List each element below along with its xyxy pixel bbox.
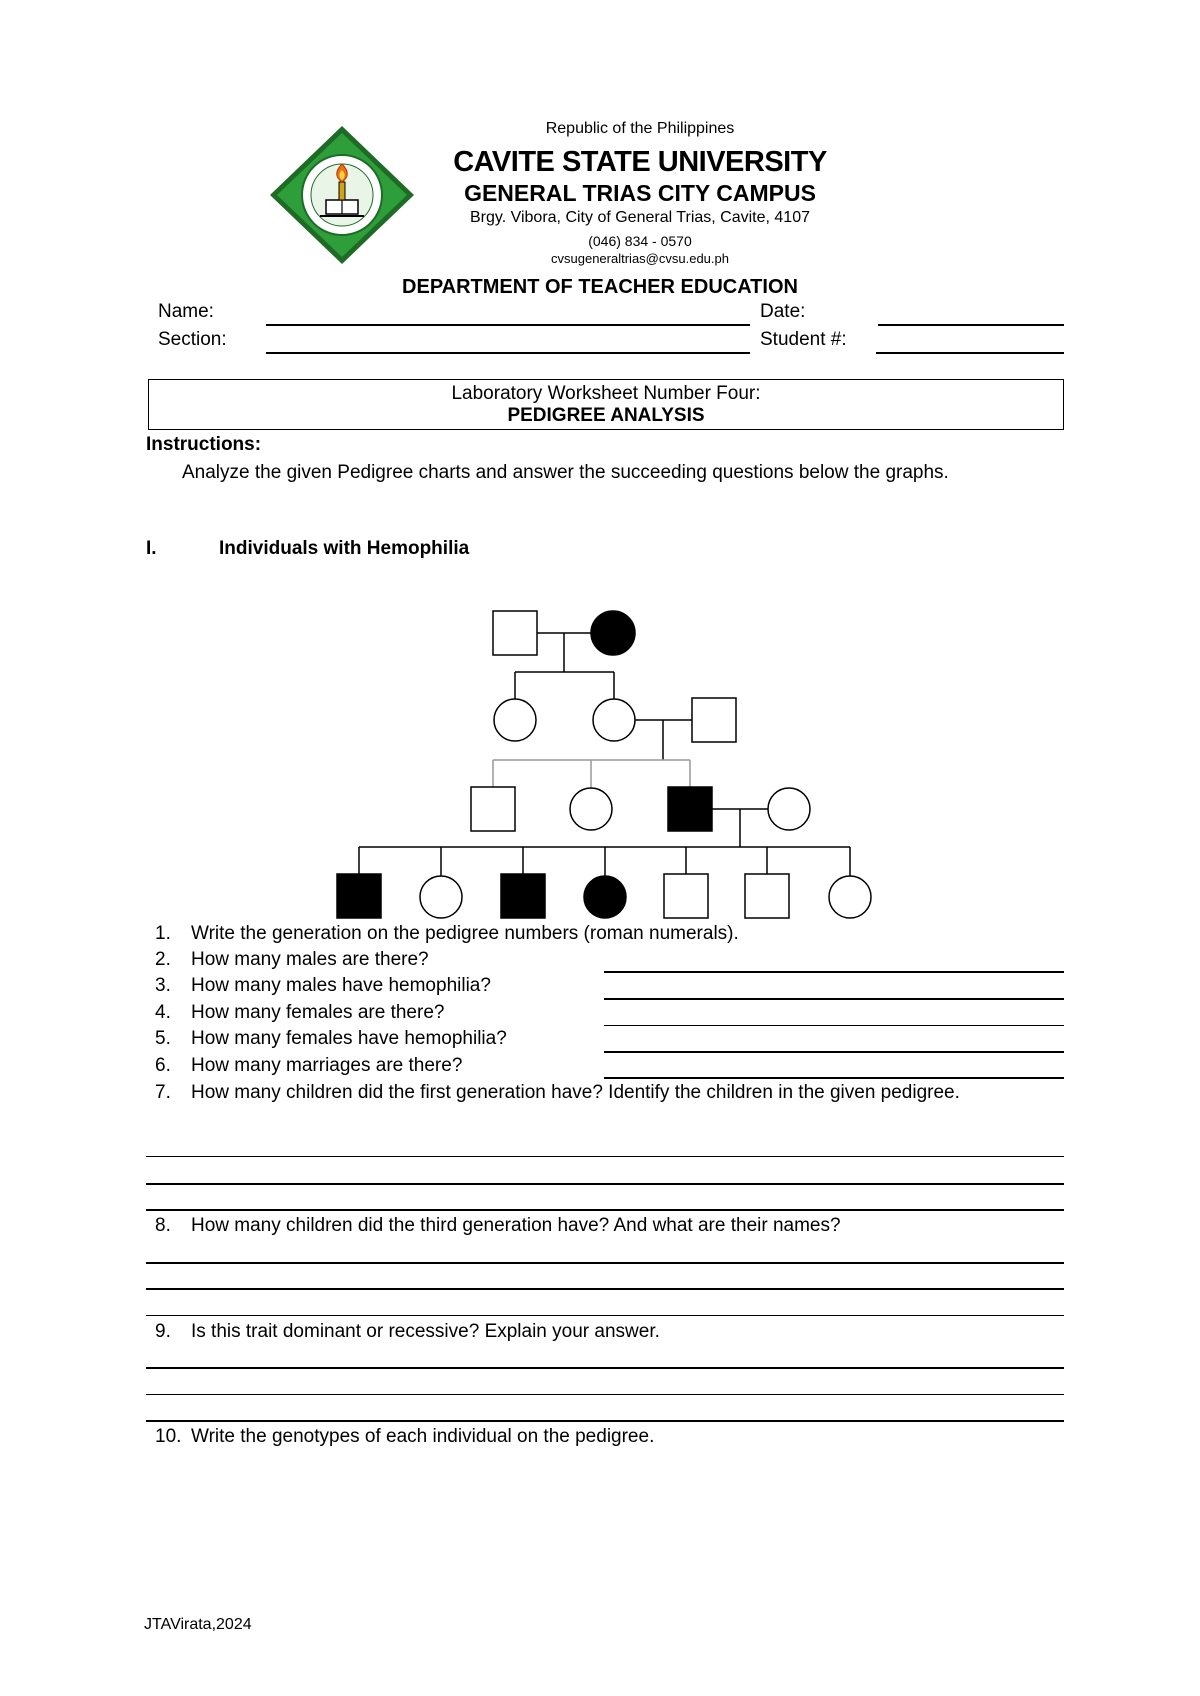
question-text: How many marriages are there?: [191, 1055, 463, 1076]
gen4-female-unaffected: [829, 876, 871, 918]
question-1: [155, 922, 739, 946]
question-text: How many females are there?: [191, 1002, 445, 1023]
question-10: [155, 1425, 654, 1449]
gen1-male-unaffected: [493, 611, 537, 655]
gen1-female-affected: [591, 611, 635, 655]
answer-line-q8-1[interactable]: [146, 1262, 1064, 1264]
question-number: 2.: [155, 949, 171, 970]
question-text: How many males have hemophilia?: [191, 975, 491, 996]
gen2-male-unaffected: [692, 698, 736, 742]
gen4-male-affected: [501, 874, 545, 918]
gen3-female-unaffected: [570, 788, 612, 830]
header-republic: Republic of the Philippines: [545, 120, 735, 137]
header-campus: GENERAL TRIAS CITY CAMPUS: [464, 180, 816, 206]
question-text: How many females have hemophilia?: [191, 1028, 507, 1049]
student-number-label: Student #:: [760, 329, 847, 350]
answer-line-q6[interactable]: [604, 1077, 1064, 1079]
question-8: [155, 1214, 841, 1238]
gen4-female-unaffected: [420, 876, 462, 918]
answer-line-q3[interactable]: [604, 998, 1064, 1000]
question-5: [155, 1027, 507, 1051]
header-phone: (046) 834 - 0570: [588, 233, 692, 249]
question-4: [155, 1001, 444, 1025]
header-address: Brgy. Vibora, City of General Trias, Cavite, 4107: [469, 209, 810, 226]
answer-line-q9-3[interactable]: [146, 1420, 1064, 1422]
question-number: 9.: [155, 1321, 171, 1342]
question-number: 8.: [155, 1215, 171, 1236]
question-6: [155, 1054, 462, 1078]
answer-line-q9-2[interactable]: [146, 1394, 1064, 1395]
question-number: 3.: [155, 975, 171, 996]
question-3: [155, 974, 491, 998]
instructions-body: Analyze the given Pedigree charts and answer the succeeding questions below the graphs.: [182, 462, 949, 483]
gen4-female-affected: [584, 876, 626, 918]
question-number: 4.: [155, 1002, 171, 1023]
answer-line-q8-2[interactable]: [146, 1288, 1064, 1290]
answer-line-q4[interactable]: [604, 1025, 1064, 1026]
question-2: [155, 948, 429, 972]
question-number: 1.: [155, 923, 171, 944]
gen4-male-unaffected: [664, 874, 708, 918]
footer-author: JTAVirata,2024: [144, 1616, 252, 1633]
question-text: Is this trait dominant or recessive? Explain your answer.: [191, 1321, 660, 1342]
answer-line-q7-1[interactable]: [146, 1156, 1064, 1157]
answer-line-q2[interactable]: [604, 971, 1064, 973]
question-text: Write the genotypes of each individual on the pedigree.: [191, 1426, 655, 1447]
answer-line-q9-1[interactable]: [146, 1367, 1064, 1369]
question-number: 10.: [155, 1426, 182, 1447]
question-text: How many children did the first generation have? Identify the children in the given pedigree.: [191, 1082, 960, 1103]
date-label: Date:: [760, 301, 806, 322]
question-number: 5.: [155, 1028, 171, 1049]
worksheet-title: PEDIGREE ANALYSIS: [507, 405, 705, 426]
gen2-female-unaffected: [494, 699, 536, 741]
question-7: [155, 1081, 1041, 1105]
header-email: cvsugeneraltrias@cvsu.edu.ph: [551, 251, 729, 266]
gen4-male-affected: [337, 874, 381, 918]
gen3-male-affected: [668, 787, 712, 831]
gen2-female-unaffected: [593, 699, 635, 741]
answer-line-q7-2[interactable]: [146, 1183, 1064, 1185]
answer-line-q5[interactable]: [604, 1051, 1064, 1053]
answer-line-q8-3[interactable]: [146, 1315, 1064, 1316]
department-title: DEPARTMENT OF TEACHER EDUCATION: [402, 276, 798, 298]
gen4-male-unaffected: [745, 874, 789, 918]
question-9: [155, 1320, 660, 1344]
section-number: I.: [146, 538, 157, 559]
question-text: Write the generation on the pedigree numbers (roman numerals).: [191, 923, 739, 944]
worksheet-number: Laboratory Worksheet Number Four:: [451, 383, 761, 404]
question-text: How many males are there?: [191, 949, 429, 970]
question-number: 6.: [155, 1055, 171, 1076]
section-label: Section:: [158, 329, 227, 350]
gen3-female-unaffected: [768, 788, 810, 830]
question-text: How many children did the third generation have? And what are their names?: [191, 1215, 841, 1236]
instructions-heading: Instructions:: [146, 434, 262, 455]
header-university: CAVITE STATE UNIVERSITY: [453, 146, 827, 178]
answer-line-q7-3[interactable]: [146, 1209, 1064, 1211]
question-number: 7.: [155, 1082, 171, 1103]
name-label: Name:: [158, 301, 214, 322]
gen3-male-unaffected: [471, 787, 515, 831]
section-title: Individuals with Hemophilia: [219, 538, 470, 559]
